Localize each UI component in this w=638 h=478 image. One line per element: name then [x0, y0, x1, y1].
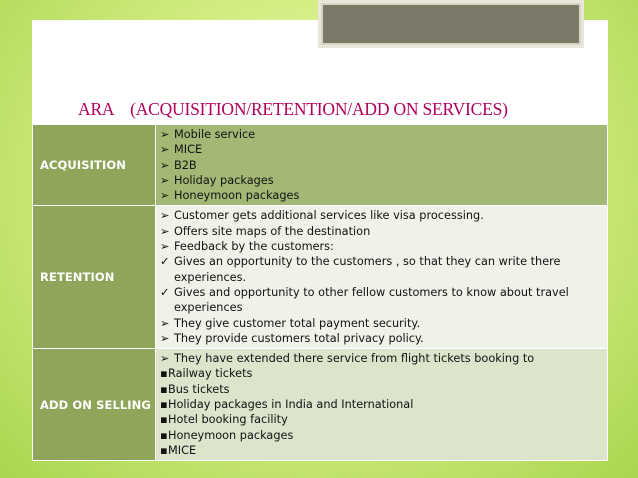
arrow-bullet-icon: ➢ — [160, 189, 170, 203]
items-cell — [156, 125, 608, 206]
category-cell: RETENTION — [33, 206, 156, 349]
list-item-text: Holiday packages — [174, 173, 274, 187]
list-item — [160, 142, 601, 157]
square-bullet-icon: ▪ — [160, 413, 168, 427]
items-cell — [156, 206, 608, 349]
checkmark-bullet-icon: ✓ — [160, 255, 170, 269]
arrow-bullet-icon: ➢ — [160, 224, 170, 238]
list-item-text: They provide customers total privacy policy. — [174, 331, 424, 345]
square-bullet-icon: ▪ — [160, 398, 168, 412]
arrow-bullet-icon: ➢ — [160, 352, 170, 366]
list-item — [160, 351, 601, 366]
list-item-text: They have extended there service from flight tickets booking to — [174, 352, 535, 366]
list-item — [160, 285, 601, 316]
list-item-text: Hotel booking facility — [168, 413, 288, 427]
list-item-text: Customer gets additional services like visa processing. — [174, 209, 484, 223]
arrow-bullet-icon: ➢ — [160, 143, 170, 157]
list-item-text: MICE — [168, 443, 197, 457]
checkmark-bullet-icon: ✓ — [160, 285, 170, 299]
arrow-bullet-icon: ➢ — [160, 158, 170, 172]
list-item-text: MICE — [174, 143, 203, 157]
list-item — [160, 239, 601, 254]
list-item-text: Honeymoon packages — [174, 189, 300, 203]
list-item — [160, 224, 601, 239]
square-bullet-icon: ▪ — [160, 382, 168, 396]
list-item — [160, 254, 601, 285]
list-item — [160, 316, 601, 331]
table-row-retention — [33, 206, 608, 349]
list-item — [160, 331, 601, 346]
list-item-text: Gives and opportunity to other fellow customers to know about travel experiences — [174, 285, 569, 315]
list-item — [160, 208, 601, 223]
square-bullet-icon: ▪ — [160, 367, 168, 381]
category-cell: ACQUISITION — [33, 125, 156, 206]
list-item — [160, 366, 601, 381]
list-item-text: Gives an opportunity to the customers , so that they can write there experiences. — [174, 255, 561, 284]
list-item — [160, 428, 601, 443]
arrow-bullet-icon: ➢ — [160, 173, 170, 187]
list-item — [160, 127, 601, 142]
list-item-text: Mobile service — [174, 128, 256, 141]
table-row-add-on-selling — [33, 349, 608, 461]
items-cell — [156, 349, 608, 461]
arrow-bullet-icon: ➢ — [160, 209, 170, 223]
list-item-text: Honeymoon packages — [168, 428, 294, 442]
arrow-bullet-icon: ➢ — [160, 128, 170, 141]
list-item — [160, 412, 601, 427]
square-bullet-icon: ▪ — [160, 443, 168, 457]
list-item-text: Railway tickets — [168, 367, 253, 381]
list-item — [160, 173, 601, 188]
list-item-text: B2B — [174, 158, 197, 172]
ara-table — [32, 124, 608, 461]
list-item-text: They give customer total payment security. — [174, 316, 421, 330]
arrow-bullet-icon: ➢ — [160, 331, 170, 345]
list-item — [160, 158, 601, 173]
list-item — [160, 397, 601, 412]
list-item — [160, 382, 601, 397]
square-bullet-icon: ▪ — [160, 428, 168, 442]
list-item-text: Offers site maps of the destination — [174, 224, 371, 238]
slide-title: ARA (ACQUISITION/RETENTION/ADD ON SERVICES) — [78, 99, 508, 119]
list-item-text: Feedback by the customers: — [174, 240, 334, 254]
list-item — [160, 443, 601, 458]
table-row-acquisition — [33, 125, 608, 206]
list-item-text: Holiday packages in India and International — [168, 398, 414, 412]
arrow-bullet-icon: ➢ — [160, 316, 170, 330]
list-item-text: Bus tickets — [168, 382, 230, 396]
thumbnail-placeholder — [321, 3, 581, 45]
list-item — [160, 188, 601, 203]
arrow-bullet-icon: ➢ — [160, 240, 170, 254]
slide-thumbnail-image — [318, 0, 584, 48]
category-cell: ADD ON SELLING — [33, 349, 156, 461]
